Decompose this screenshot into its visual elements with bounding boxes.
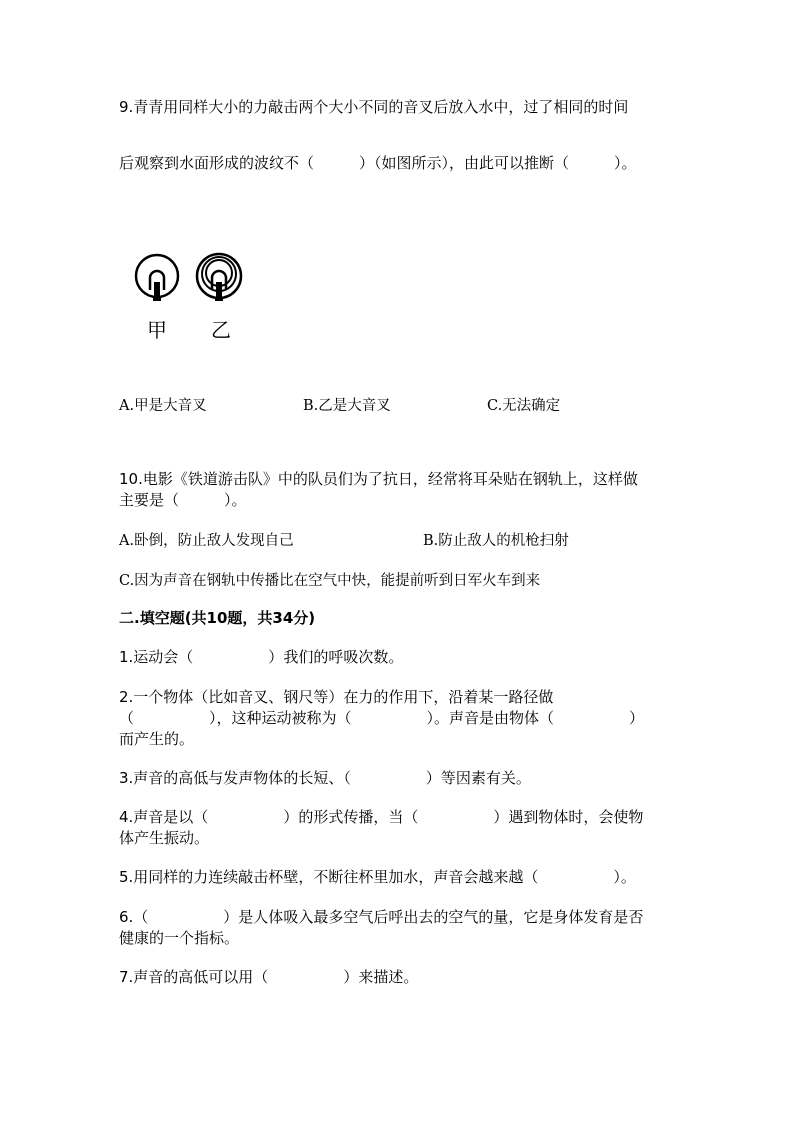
q9-text-line2: 后观察到水面形成的波纹不（ ）（如图所示），由此可以推断（ ）。 (119, 154, 637, 172)
figure-label-jia: 甲 (147, 318, 167, 342)
fill-q6-line2: 健康的一个指标。 (119, 929, 240, 947)
q9-option-a: A.甲是大音叉 (119, 398, 207, 414)
fill-q5: 5.用同样的力连续敲击杯壁，不断往杯里加水，声音会越来越（ ）。 (119, 868, 636, 886)
tuning-fork-yi-figure (193, 252, 247, 308)
fill-q3: 3.声音的高低与发声物体的长短、（ ）等因素有关。 (119, 769, 531, 787)
q10-option-b: B.防止敌人的机枪扫射 (423, 533, 569, 549)
fill-q1: 1.运动会（ ）我们的呼吸次数。 (119, 648, 404, 666)
tuning-fork-jia-figure (133, 252, 183, 308)
fill-q4-line1: 4.声音是以（ ）的形式传播，当（ ）遇到物体时，会使物 (119, 808, 644, 826)
fill-q7: 7.声音的高低可以用（ ）来描述。 (119, 968, 419, 986)
q9-option-b: B.乙是大音叉 (303, 398, 391, 414)
fill-q2-line2: （ ），这种运动被称为（ ）。声音是由物体（ ） (119, 709, 645, 727)
fill-q2-line3: 而产生的。 (119, 730, 195, 748)
fill-q6-line1: 6.（ ）是人体吸入最多空气后呼出去的空气的量，它是身体发育是否 (119, 908, 644, 926)
q10-option-c: C.因为声音在钢轨中传播比在空气中快，能提前听到日军火车到来 (119, 573, 541, 589)
q10-text-line1: 10.电影《铁道游击队》中的队员们为了抗日，经常将耳朵贴在钢轨上，这样做 (119, 470, 638, 488)
q10-option-a: A.卧倒，防止敌人发现自己 (119, 533, 294, 549)
q9-option-c: C.无法确定 (487, 398, 561, 414)
figure-label-yi: 乙 (211, 318, 231, 342)
q10-text-line2: 主要是（ ）。 (119, 491, 247, 509)
q9-text-line1: 9.青青用同样大小的力敲击两个大小不同的音叉后放入水中，过了相同的时间 (119, 98, 629, 116)
fill-q2-line1: 2.一个物体（比如音叉、钢尺等）在力的作用下，沿着某一路径做 (119, 688, 554, 706)
section2-heading: 二.填空题(共10题，共34分) (119, 609, 316, 627)
fill-q4-line2: 体产生振动。 (119, 829, 210, 847)
